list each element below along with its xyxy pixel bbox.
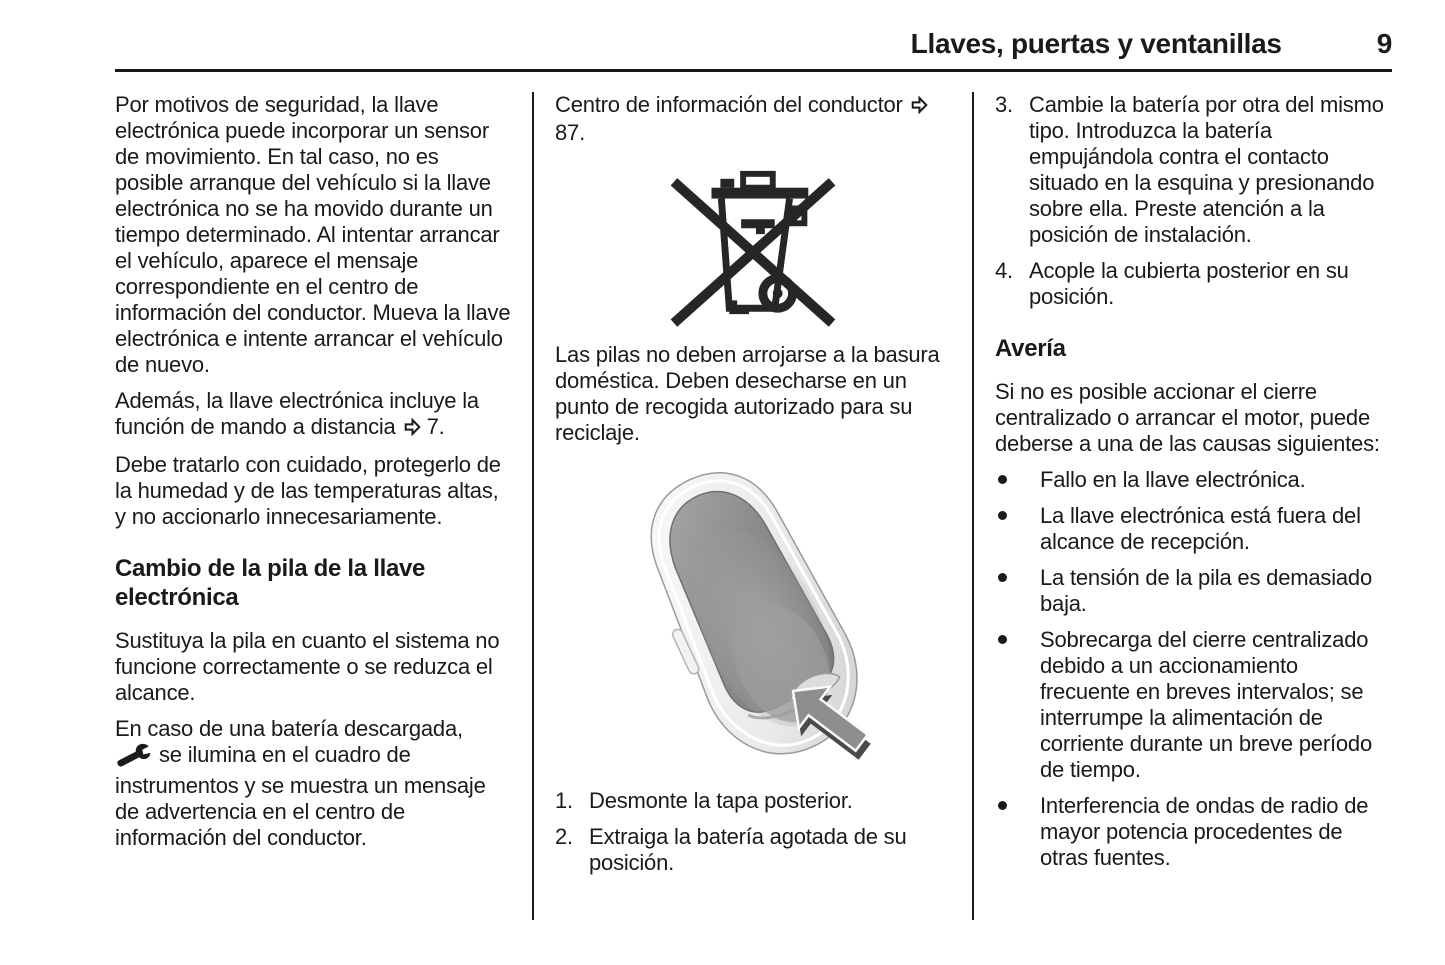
bullet-icon (998, 475, 1007, 484)
page-reference-icon (910, 94, 929, 120)
figure-weee-symbol (555, 162, 951, 328)
section-heading: Avería (995, 335, 1066, 362)
paragraph-with-reference: Además, la llave electrónica incluye la función de mando a distancia 7. (115, 388, 511, 442)
paragraph: Si no es posible accionar el cierre centralizado o arrancar el motor, puede deberse a una de las causas siguientes: (995, 379, 1380, 456)
list-item: 2. Extraiga la batería agotada de su posición. (555, 824, 907, 875)
page-header (115, 28, 1392, 69)
bullet-item: Fallo en la llave electrónica. (995, 467, 1391, 493)
chapter-title: Llaves, puertas y ventanillas (910, 28, 1282, 59)
crossed-out-bin-icon (664, 162, 842, 328)
section-heading: Cambio de la pila de la llave electrónica (115, 555, 426, 611)
figure-key-fob (555, 456, 951, 780)
page-number: 9 (1376, 28, 1392, 59)
paragraph: Las pilas no deben arrojarse a la basura doméstica. Deben desecharse en un punto de recogida autorizado para su reciclaje. (555, 342, 940, 445)
key-fob-illustration (555, 456, 949, 774)
bullet-icon (998, 573, 1007, 582)
list-item: 3. Cambie la batería por otra del mismo tipo. Introduzca la batería empujándola contra el contacto situado en la esquina y presionando sobre ella. Preste atención a la posición de instalación. (995, 92, 1384, 247)
column-separator (532, 92, 534, 920)
bullet-icon (998, 801, 1007, 810)
bullet-item: Interferencia de ondas de radio de mayor potencia procedentes de otras fuentes. (995, 793, 1391, 871)
bullet-item: La tensión de la pila es demasiado baja. (995, 565, 1391, 617)
bullet-icon (998, 511, 1007, 520)
column-2 (555, 92, 951, 920)
list-item: 4. Acople la cubierta posterior en su posición. (995, 258, 1349, 309)
columns (115, 92, 1392, 920)
column-3 (995, 92, 1391, 920)
paragraph: Debe tratarlo con cuidado, protegerlo de la humedad y de las temperaturas altas, y no accionarlo innecesariamente. (115, 452, 501, 529)
wrench-icon (116, 743, 153, 773)
paragraph-with-reference: Centro de información del conductor87. (555, 92, 951, 146)
paragraph: Sustituya la pila en cuanto el sistema no funcione correctamente o se reduzca el alcance. (115, 628, 500, 705)
bullet-item: Sobrecarga del cierre centralizado debido a un accionamiento frecuente en breves intervalos; se interrumpe la alimentación de corriente durante un breve período de tiempo. (995, 627, 1391, 783)
bullet-item: La llave electrónica está fuera del alcance de recepción. (995, 503, 1391, 555)
column-1 (115, 92, 511, 920)
page-reference-icon (403, 416, 422, 442)
list-item: 1. Desmonte la tapa posterior. (555, 788, 853, 813)
paragraph: Por motivos de seguridad, la llave electrónica puede incorporar un sensor de movimiento. En tal caso, no es posible arranque del vehículo si la llave electrónica no se ha movido durante un tiempo determinado. Al intentar arrancar el vehículo, aparece el mensaje correspondiente en el centro de información del conductor. Mueva la llave electrónica e intente arrancar el vehículo de nuevo. (115, 92, 511, 377)
paragraph-with-wrench: En caso de una batería descargada, se ilumina en el cuadro de instrumentos y se muestra un mensaje de advertencia en el centro de información del conductor. (115, 716, 486, 850)
bullet-icon (998, 635, 1007, 644)
column-separator (972, 92, 974, 920)
header-rule (115, 69, 1392, 72)
